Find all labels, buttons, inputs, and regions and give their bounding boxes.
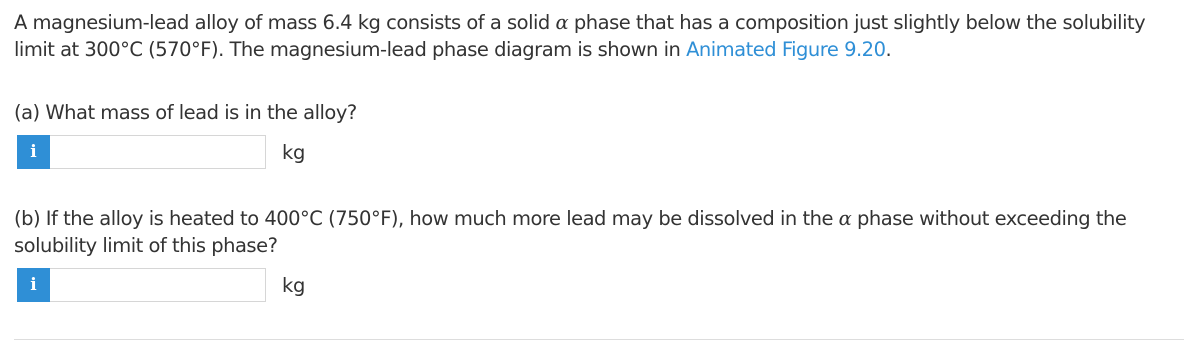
intro-text-2: phase that has a composition just slightly below the solubility limit at 300°C (570°F). The magnesium-lead phase diagram is shown in — [14, 11, 1146, 61]
part-a-unit-label: kg — [282, 140, 306, 164]
alpha-symbol: α — [838, 207, 852, 230]
part-a-answer-row — [17, 135, 305, 169]
part-a-answer-input[interactable] — [50, 135, 266, 169]
info-icon[interactable]: i — [17, 268, 50, 302]
intro-text-1: A magnesium-lead alloy of mass 6.4 kg consists of a solid — [14, 11, 556, 34]
part-b-answer-input[interactable] — [50, 268, 266, 302]
animated-figure-link[interactable]: Animated Figure 9.20 — [686, 38, 886, 61]
part-b-unit-label: kg — [282, 273, 306, 297]
part-a-question: (a) What mass of lead is in the alloy? — [14, 101, 357, 124]
info-icon[interactable]: i — [17, 135, 50, 169]
part-b-answer-row — [17, 268, 305, 302]
question-intro — [14, 9, 1184, 63]
divider — [14, 339, 1184, 340]
part-b-text-2: phase without exceeding the solubility limit of this phase? — [14, 207, 1127, 257]
alpha-symbol: α — [555, 11, 569, 34]
part-b-question — [14, 205, 1184, 259]
intro-text-end: . — [885, 38, 892, 61]
part-b-text-1: (b) If the alloy is heated to 400°C (750°F), how much more lead may be dissolved in the — [14, 207, 839, 230]
